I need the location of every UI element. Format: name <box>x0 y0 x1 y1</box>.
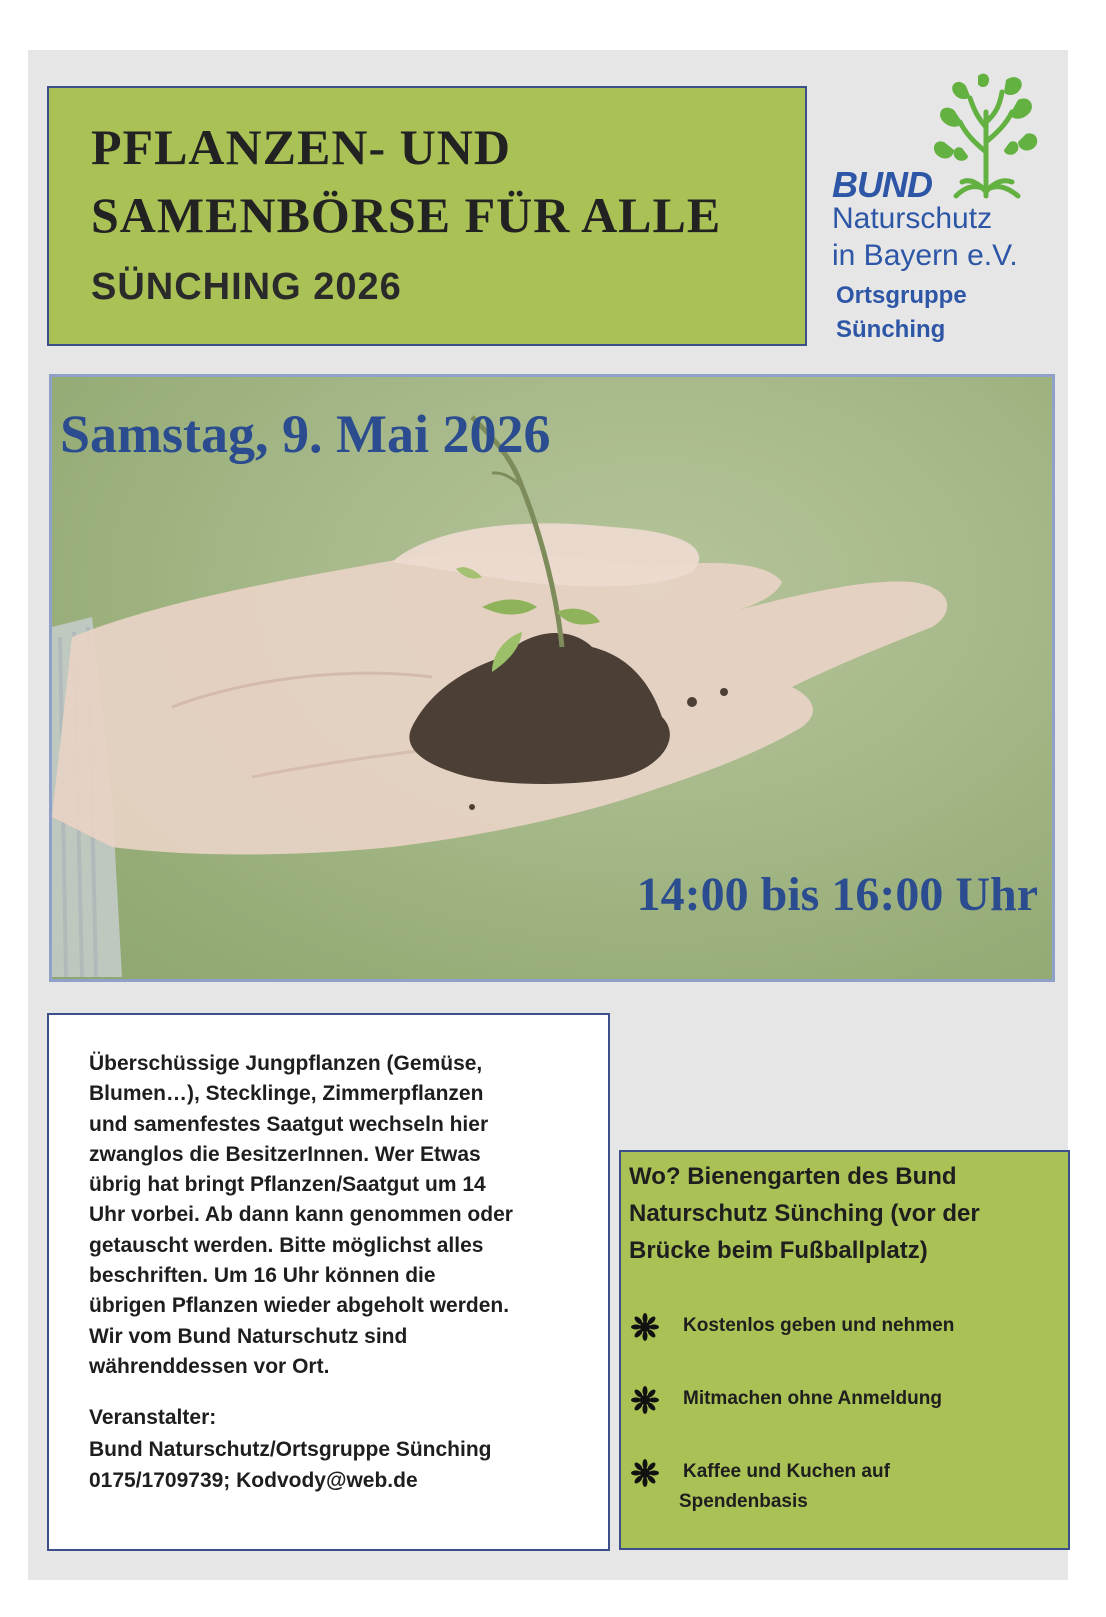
description-line: Uhr vorbei. Ab dann kann genommen oder <box>89 1203 513 1227</box>
logo-group-line-2: Sünching <box>836 316 946 343</box>
location-line: Naturschutz Sünching (vor der <box>629 1200 980 1227</box>
logo-line-2: in Bayern e.V. <box>832 239 1018 272</box>
location-title <box>629 1158 1059 1269</box>
organizer-block <box>89 1402 492 1497</box>
description-line: beschriften. Um 16 Uhr können die <box>89 1264 436 1288</box>
title-box <box>47 86 807 346</box>
logo-brand: BUND <box>832 164 932 205</box>
description-line: Blumen…), Stecklinge, Zimmerpflanzen <box>89 1082 484 1106</box>
subtitle: SÜNCHING 2026 <box>91 266 402 308</box>
flower-bullet-icon <box>631 1386 659 1414</box>
feature-text: Kaffee und Kuchen auf <box>683 1461 890 1482</box>
description-line: übrig hat bringt Pflanzen/Saatgut um 14 <box>89 1173 486 1197</box>
title-line-1: PFLANZEN- UND <box>91 119 511 175</box>
organizer-contact: 0175/1709739; Kodvody@web.de <box>89 1469 418 1492</box>
feature-text: Mitmachen ohne Anmeldung <box>683 1388 942 1409</box>
description-line: währenddessen vor Ort. <box>89 1354 330 1378</box>
title-line-2: SAMENBÖRSE FÜR ALLE <box>91 187 722 243</box>
description-line: und samenfestes Saatgut wechseln hier <box>89 1112 489 1136</box>
location-line: Brücke beim Fußballplatz) <box>629 1237 928 1264</box>
tree-logo-icon <box>926 72 1046 200</box>
feature-text-continued: Spendenbasis <box>679 1491 808 1512</box>
flower-bullet-icon <box>631 1459 659 1487</box>
feature-text: Kostenlos geben und nehmen <box>683 1315 955 1336</box>
location-box <box>619 1150 1070 1550</box>
hand-seedling-photo <box>49 374 1055 982</box>
event-date: Samstag, 9. Mai 2026 <box>60 404 551 464</box>
description-text <box>89 1049 589 1382</box>
description-box <box>47 1013 610 1551</box>
description-line: zwanglos die BesitzerInnen. Wer Etwas <box>89 1142 481 1166</box>
location-line: Wo? Bienengarten des Bund <box>629 1163 957 1190</box>
bund-logo <box>828 72 1058 362</box>
description-line: übrigen Pflanzen wieder abgeholt werden. <box>89 1294 510 1318</box>
logo-group-line-1: Ortsgruppe <box>836 282 967 309</box>
logo-line-1: Naturschutz <box>832 202 993 235</box>
description-line: Wir vom Bund Naturschutz sind <box>89 1324 408 1348</box>
flower-bullet-icon <box>631 1313 659 1341</box>
event-time: 14:00 bis 16:00 Uhr <box>636 868 1038 921</box>
organizer-name: Bund Naturschutz/Ortsgruppe Sünching <box>89 1437 492 1461</box>
description-line: Überschüssige Jungpflanzen (Gemüse, <box>89 1052 483 1075</box>
organizer-label: Veranstalter: <box>89 1406 217 1429</box>
description-line: getauscht werden. Bitte möglichst alles <box>89 1233 484 1257</box>
